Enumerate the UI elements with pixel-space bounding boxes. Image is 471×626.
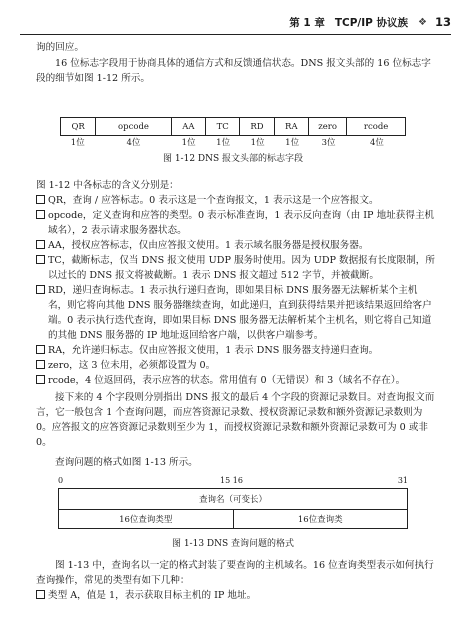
query-class-cell: 16位查询类 (297, 515, 343, 525)
checkbox-bullet-icon (36, 195, 45, 204)
figure-flags-field (60, 117, 406, 149)
list-item: RA，允许递归标志。仅由应答报文使用，1 表示 DNS 服务器支持递归查询。 (36, 343, 436, 358)
checkbox-bullet-icon (36, 240, 45, 249)
bit-label: 1位 (250, 138, 265, 148)
field-cell: rcode (363, 121, 389, 132)
bit-ruler (58, 476, 408, 488)
tick-label: 31 (397, 476, 408, 485)
page-number: 13 (434, 15, 451, 29)
list-item: rcode，4 位返回码，表示应答的状态。常用值有 0（无错误）和 3（域名不存在）。 (36, 373, 436, 388)
list-item: 类型 A，值是 1，表示获取目标主机的 IP 地址。 (36, 588, 448, 603)
checkbox-bullet-icon (36, 285, 45, 294)
paragraph-5: 图 1-13 中，查询名以一定的格式封装了要查询的主机域名。16 位查询类型表示如何执行查询操作，常见的类型有如下几种： (36, 560, 434, 586)
field-cell: TC (206, 118, 240, 135)
figure-caption-1-12: 图 1-12 DNS 报文头部的标志字段 (162, 154, 304, 164)
bit-width-row (60, 136, 406, 149)
query-type-class-row (59, 510, 407, 528)
query-name-cell: 查询名（可变长） (59, 489, 407, 510)
checkbox-bullet-icon (36, 210, 45, 219)
field-cell: QR (61, 118, 96, 135)
paragraph-4: 查询问题的格式如图 1-13 所示。 (55, 457, 198, 468)
field-cell: RD (240, 118, 274, 135)
query-format-box (58, 488, 408, 529)
bit-label: 1位 (70, 138, 85, 148)
bit-label: 3位 (321, 138, 336, 148)
bit-label: 1位 (216, 138, 231, 148)
figure-query-format (58, 476, 408, 529)
field-cell: AA (172, 118, 206, 135)
field-cell: opcode (96, 118, 171, 135)
query-type-cell: 16位查询类型 (59, 510, 234, 528)
checkbox-bullet-icon (36, 360, 45, 369)
figure-caption-1-13: 图 1-13 DNS 查询问题的格式 (171, 539, 295, 549)
list-item: TC，截断标志，仅当 DNS 报文使用 UDP 服务时使用。因为 UDP 数据报有长度限制，所以过长的 DNS 报文将被截断。1 表示 DNS 报文超过 512 字节，并被截断。 (36, 253, 436, 283)
checkbox-bullet-icon (36, 375, 45, 384)
ornament-icon: ❖ (418, 16, 425, 28)
chapter-label: 第 1 章 (289, 16, 325, 29)
bit-label: 1位 (181, 138, 196, 148)
tick-label: 15 16 (220, 476, 243, 485)
paragraph-2: 图 1-12 中各标志的含义分别是： (36, 180, 179, 191)
list-item: QR，查询 / 应答标志。0 表示这是一个查询报文，1 表示这是一个应答报文。 (36, 193, 436, 208)
paragraph-1: 16 位标志字段用于协商具体的通信方式和反馈通信状态。DNS 报文头部的 16 位标志字段的细节如图 1-12 所示。 (36, 58, 431, 84)
chapter-title: TCP/IP 协议族 (334, 16, 409, 29)
checkbox-bullet-icon (36, 255, 45, 264)
paragraph-0: 询的回应。 (36, 42, 84, 53)
header-rule (20, 34, 451, 35)
list-item: AA，授权应答标志，仅由应答报文使用。1 表示域名服务器是授权服务器。 (36, 238, 436, 253)
field-cell: zero (309, 118, 347, 135)
running-header (20, 11, 451, 33)
flag-list (36, 193, 436, 388)
bit-label: 4位 (369, 138, 384, 148)
bit-label: 4位 (126, 138, 141, 148)
list-item: RD，递归查询标志。1 表示执行递归查询，即如果目标 DNS 服务器无法解析某个主机名，则它将向其他 DNS 服务器继续查询，如此递归，直到获得结果并把该结果返回给客户端。0 表示执行迭代查询，即如果目标 DNS 服务器无法解析某个主机名，则它将自己知道的其他 DNS 服务器的 IP 地址返回给客户端，以供客户端参考。 (36, 283, 436, 343)
flags-row (60, 117, 406, 136)
bit-label: 1位 (285, 138, 300, 148)
list-item: zero，这 3 位未用，必须都设置为 0。 (36, 358, 436, 373)
field-cell: RA (275, 118, 309, 135)
paragraph-3: 接下来的 4 个字段则分别指出 DNS 报文的最后 4 个字段的资源记录数目。对查询报文而言，它一般包含 1 个查询问题，而应答资源记录数、授权资源记录数和额外资源记录数则为 0。应答报文的应答资源记录数则至少为 1，而授权资源记录数和额外资源记录数可为 0 或非 0。 (36, 392, 435, 448)
list-item: opcode，定义查询和应答的类型。0 表示标准查询，1 表示反向查询（由 IP 地址获得主机域名），2 表示请求服务器状态。 (36, 208, 436, 238)
checkbox-bullet-icon (36, 345, 45, 354)
tick-label: 0 (58, 476, 64, 485)
checkbox-bullet-icon (36, 590, 45, 599)
